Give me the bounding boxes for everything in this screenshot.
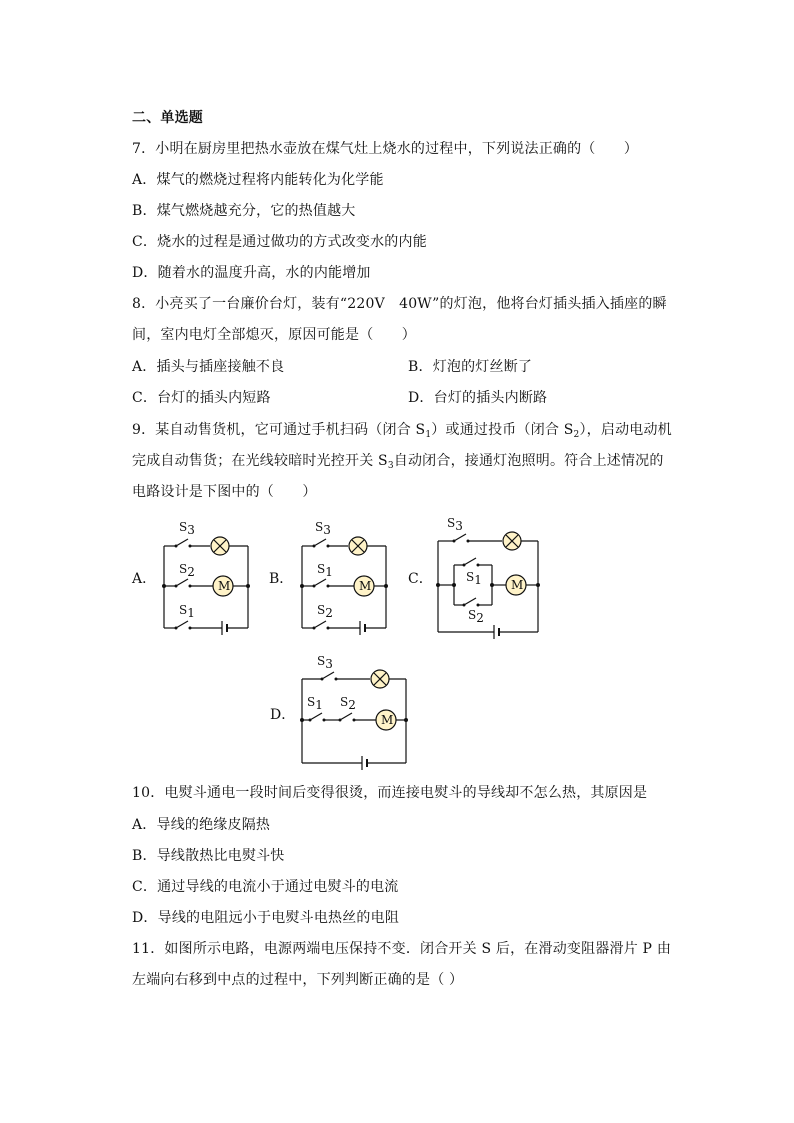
q9-d-s1-letter: S [307, 695, 316, 709]
q9-line1-part-c: ），启动电动机 [579, 422, 672, 438]
q9-option-c-label[interactable]: C． [408, 571, 433, 587]
q9-a-s2-letter: S [179, 562, 188, 576]
q10-stem: 10．电熨斗通电一段时间后变得很烫，而连接电熨斗的导线却不怎么热，其原因是 [132, 785, 648, 801]
svg-text:S1 [466, 570, 482, 587]
svg-text:S3 [317, 654, 333, 671]
q9-a-s1-letter: S [179, 603, 188, 617]
q9-d-s3-letter: S [317, 654, 326, 668]
q9-line1-sub1: 1 [425, 430, 432, 440]
q9-a-s3-letter: S [179, 520, 188, 534]
q9-line1-part-a: 9．某自动售货机，它可通过手机扫码（闭合 S [132, 422, 426, 438]
q9-circuit-b[interactable] [298, 515, 390, 640]
svg-text:S1 [179, 603, 195, 620]
q9-d-s1-sub: 1 [315, 698, 323, 712]
q9-d-s2-letter: S [340, 695, 349, 709]
q9-circuit-a[interactable] [160, 515, 252, 640]
q9-c-motor-label: M [511, 578, 524, 592]
q7-option-b[interactable]: B．煤气燃烧越充分，它的热值越大 [132, 203, 356, 219]
q9-d-motor-label: M [381, 713, 394, 727]
q9-stem-line2 [132, 451, 664, 473]
q9-c-s1-letter: S [466, 570, 475, 584]
svg-text:S2 [317, 603, 333, 620]
q9-a-s3-sub: 3 [187, 523, 195, 537]
q9-line1-sub2: 2 [573, 430, 580, 440]
q8-stem-line2: 间，室内电灯全部熄灭，原因可能是（ ） [132, 327, 416, 343]
q9-line2-part-b: 自动闭合，接通灯泡照明。符合上述情况的 [393, 453, 664, 469]
q9-b-s2-letter: S [317, 603, 326, 617]
q9-c-s2-sub: 2 [476, 611, 484, 625]
q9-option-a-label[interactable]: A． [132, 571, 157, 587]
q10-option-d[interactable]: D．导线的电阻远小于电熨斗电热丝的电阻 [132, 910, 400, 926]
q9-d-s2-sub: 2 [348, 698, 356, 712]
q9-stem-line1 [132, 420, 672, 442]
q9-line1-part-b: ）或通过投币（闭合 S [431, 422, 574, 438]
q9-c-s3-letter: S [447, 516, 456, 530]
q9-a-s1-sub: 1 [187, 606, 195, 620]
q9-circuit-d[interactable] [298, 652, 410, 776]
svg-text:S1 [317, 562, 333, 579]
svg-text:S1 [307, 695, 323, 712]
q9-b-s2-sub: 2 [325, 606, 333, 620]
q9-c-s3-sub: 3 [455, 519, 463, 533]
svg-text:S3 [447, 516, 463, 533]
q8-stem-line1: 8．小亮买了一台廉价台灯，装有“220V 40W”的灯泡，他将台灯插头插入插座的瞬 [132, 296, 667, 312]
q9-b-s1-sub: 1 [325, 565, 333, 579]
section-title: 二、单选题 [132, 110, 203, 126]
svg-text:S2 [179, 562, 195, 579]
q8-option-b[interactable]: B．灯泡的灯丝断了 [408, 359, 533, 375]
q7-stem: 7．小明在厨房里把热水壶放在煤气灶上烧水的过程中，下列说法正确的（ ） [132, 141, 639, 157]
svg-text:S3 [315, 520, 331, 537]
q9-option-d-label[interactable]: D． [270, 707, 296, 723]
q9-c-s1-sub: 1 [474, 573, 482, 587]
q9-a-motor-label: M [218, 579, 231, 593]
svg-text:S2 [340, 695, 356, 712]
q9-b-motor-label: M [359, 579, 372, 593]
q7-option-a[interactable]: A．煤气的燃烧过程将内能转化为化学能 [132, 172, 384, 188]
q9-stem-line3: 电路设计是下图中的（ ） [132, 484, 317, 500]
svg-text:S2 [468, 608, 484, 625]
q7-option-c[interactable]: C．烧水的过程是通过做功的方式改变水的内能 [132, 234, 427, 250]
svg-text:S3 [179, 520, 195, 537]
q8-option-a[interactable]: A．插头与插座接触不良 [132, 359, 285, 375]
q9-c-s2-letter: S [468, 608, 477, 622]
q9-line2-sub3: 3 [387, 461, 394, 471]
q10-option-a[interactable]: A．导线的绝缘皮隔热 [132, 817, 271, 833]
q7-option-d[interactable]: D．随着水的温度升高，水的内能增加 [132, 265, 371, 281]
q9-b-s1-letter: S [317, 562, 326, 576]
q9-option-b-label[interactable]: B． [269, 571, 294, 587]
q10-option-b[interactable]: B．导线散热比电熨斗快 [132, 848, 285, 864]
q8-option-c[interactable]: C．台灯的插头内短路 [132, 390, 271, 406]
q9-d-s3-sub: 3 [325, 657, 333, 671]
q9-b-s3-letter: S [315, 520, 324, 534]
q11-stem-line1: 11．如图所示电路，电源两端电压保持不变．闭合开关 S 后，在滑动变阻器滑片 P 由 [132, 941, 672, 957]
q8-option-d[interactable]: D．台灯的插头内断路 [408, 390, 548, 406]
q9-circuit-c[interactable] [434, 515, 544, 643]
q10-option-c[interactable]: C．通过导线的电流小于通过电熨斗的电流 [132, 879, 399, 895]
q11-stem-line2: 左端向右移到中点的过程中，下列判断正确的是（ ） [132, 972, 464, 988]
q9-line2-part-a: 完成自动售货；在光线较暗时光控开关 S [132, 453, 388, 469]
q9-a-s2-sub: 2 [187, 565, 195, 579]
q9-b-s3-sub: 3 [323, 523, 331, 537]
